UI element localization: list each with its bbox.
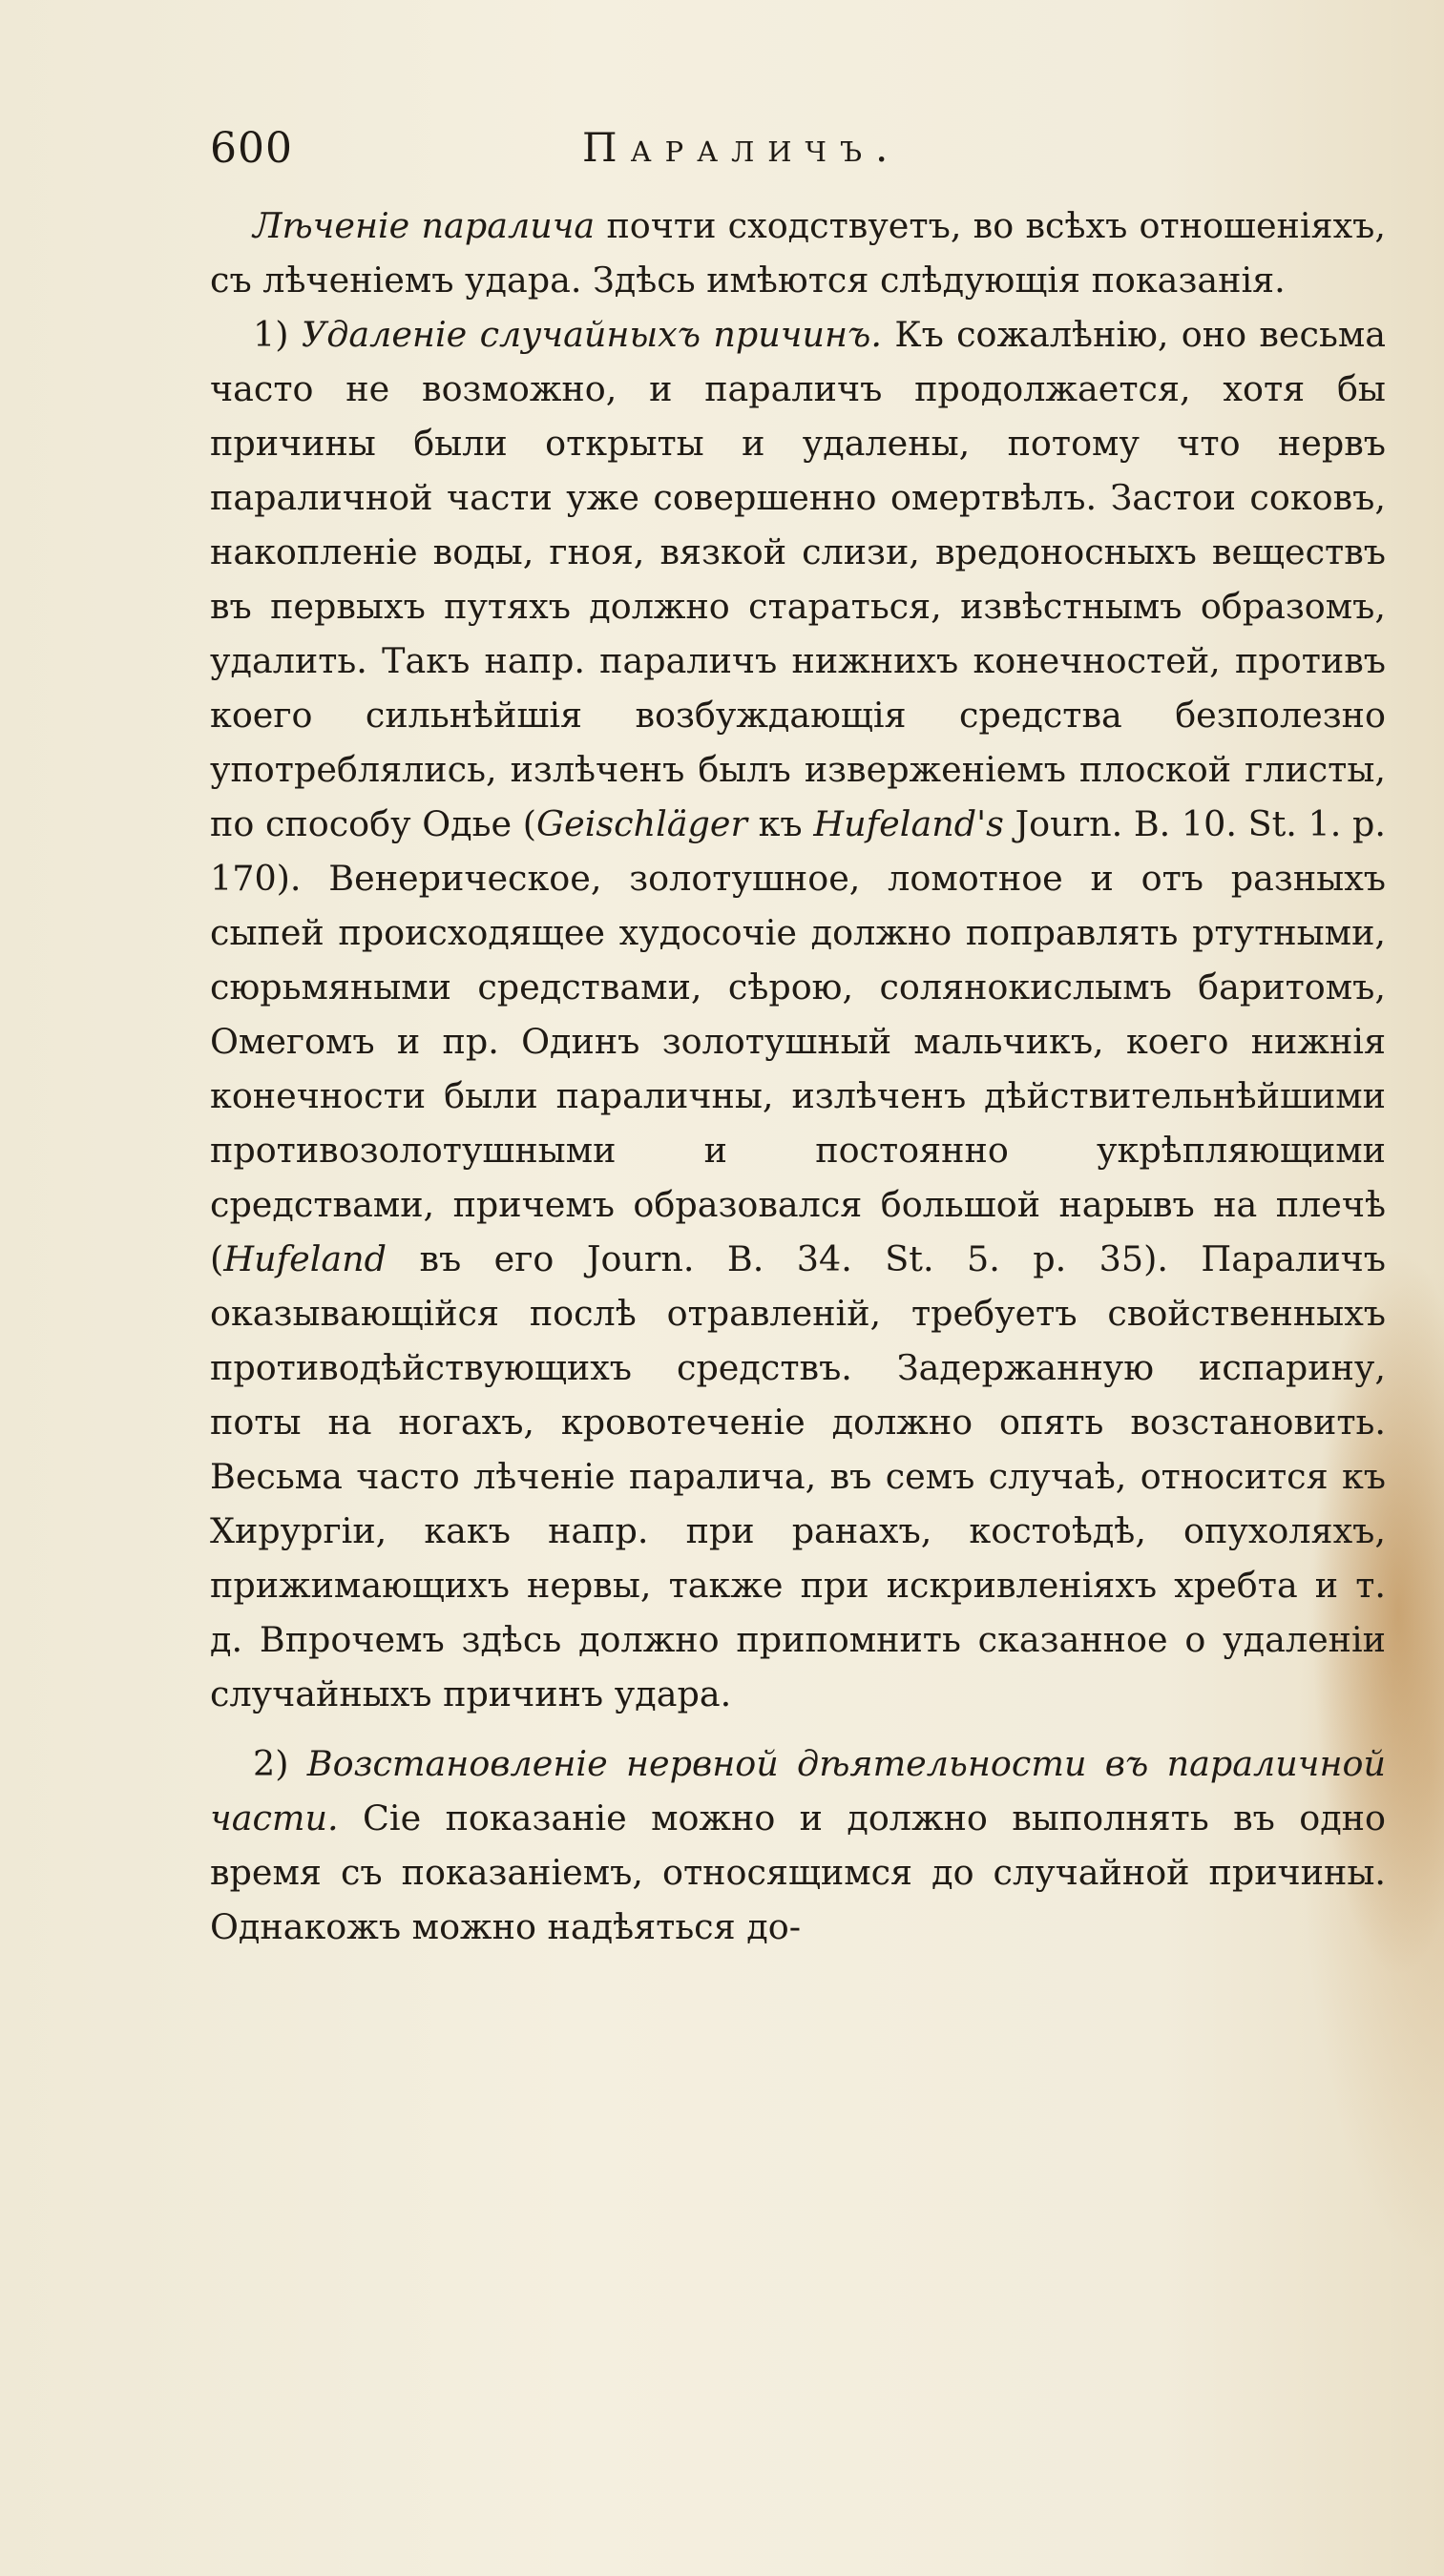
body-text <box>210 198 1386 1954</box>
intro-text: почти сходствуетъ, во всѣхъ отношеніяхъ, съ лѣченіемъ удара. Здѣсь имѣются слѣдующія показанія. <box>210 205 1386 301</box>
section-1-text-part-3: ). Параличъ оказывающійся послѣ отравленій, требуетъ свойственныхъ противодѣйствующихъ средствъ. Задержанную испарину, поты на ногахъ, кровотеченіе должно опять возстановить. Весьма часто лѣченіе паралича, въ семъ случаѣ, относится къ Хирургіи, какъ напр. при ранахъ, костоѣдѣ, опухоляхъ, прижимающихъ нервы, также при искривленіяхъ хребта и т. д. Впрочемъ здѣсь должно припомнить сказанное о удаленіи случайныхъ причинъ удара. <box>210 1238 1387 1714</box>
citation-2-journal: Hufeland <box>223 1238 387 1279</box>
section-1-text-part-1: Къ сожалѣнію, оно весьма часто не возможно, и параличъ продолжается, хотя бы причины были открыты и удалены, потому что нервъ параличной части уже совершенно омертвѣлъ. Застои соковъ, накопленіе воды, гноя, вязкой слизи, вредоносныхъ веществъ въ первыхъ путяхъ должно стараться, извѣстнымъ образомъ, удалить. Такъ напр. параличъ нижнихъ конечностей, противъ коего сильнѣйшія возбуждающія средства безполезно употреблялись, излѣченъ былъ изверженіемъ плоской глисты, по способу Одье ( <box>210 314 1387 844</box>
section-1-text-part-2: ). Венерическое, золотушное, ломотное и отъ разныхъ сыпей происходящее худосочіе должно поправлять ртутными, сюрьмяными средствами, сѣрою, солянокислымъ баритомъ, Омегомъ и пр. Одинъ золотушный мальчикъ, коего нижнія конечности были параличны, излѣченъ дѣйствительнѣйшими противозолотушными и постоянно укрѣпляющими средствами, причемъ образовался большой нарывъ на плечѣ ( <box>210 858 1386 1279</box>
citation-1-ref: Journ. B. 10. St. 1. p. 170 <box>210 803 1386 899</box>
section-1-number: 1) <box>253 314 289 355</box>
intro-heading: Лѣченіе паралича <box>253 205 596 246</box>
page-number: 600 <box>210 124 293 173</box>
citation-2-ref: въ его Journ. B. 34. St. 5. p. 35 <box>387 1238 1144 1279</box>
section-1-paragraph <box>210 307 1386 1721</box>
citation-1-author: Geischläger <box>536 803 747 844</box>
section-2-paragraph <box>210 1736 1386 1954</box>
citation-1-journal: Hufeland's <box>813 803 1004 844</box>
intro-paragraph <box>210 198 1386 307</box>
running-title: Параличъ. <box>582 124 902 171</box>
section-1-heading: Удаленіе случайныхъ причинъ. <box>301 314 882 355</box>
section-2-heading: Возстановленіе нервной дѣятельности въ параличной части. <box>210 1743 1386 1839</box>
section-2-text: Сіе показаніе можно и должно выполнять въ одно время съ показаніемъ, относящимся до случайной причины. Однакожъ можно надѣяться до- <box>210 1797 1386 1947</box>
section-2-number: 2) <box>253 1743 289 1784</box>
citation-1-mid: къ <box>746 803 814 844</box>
page-header <box>210 124 1355 181</box>
